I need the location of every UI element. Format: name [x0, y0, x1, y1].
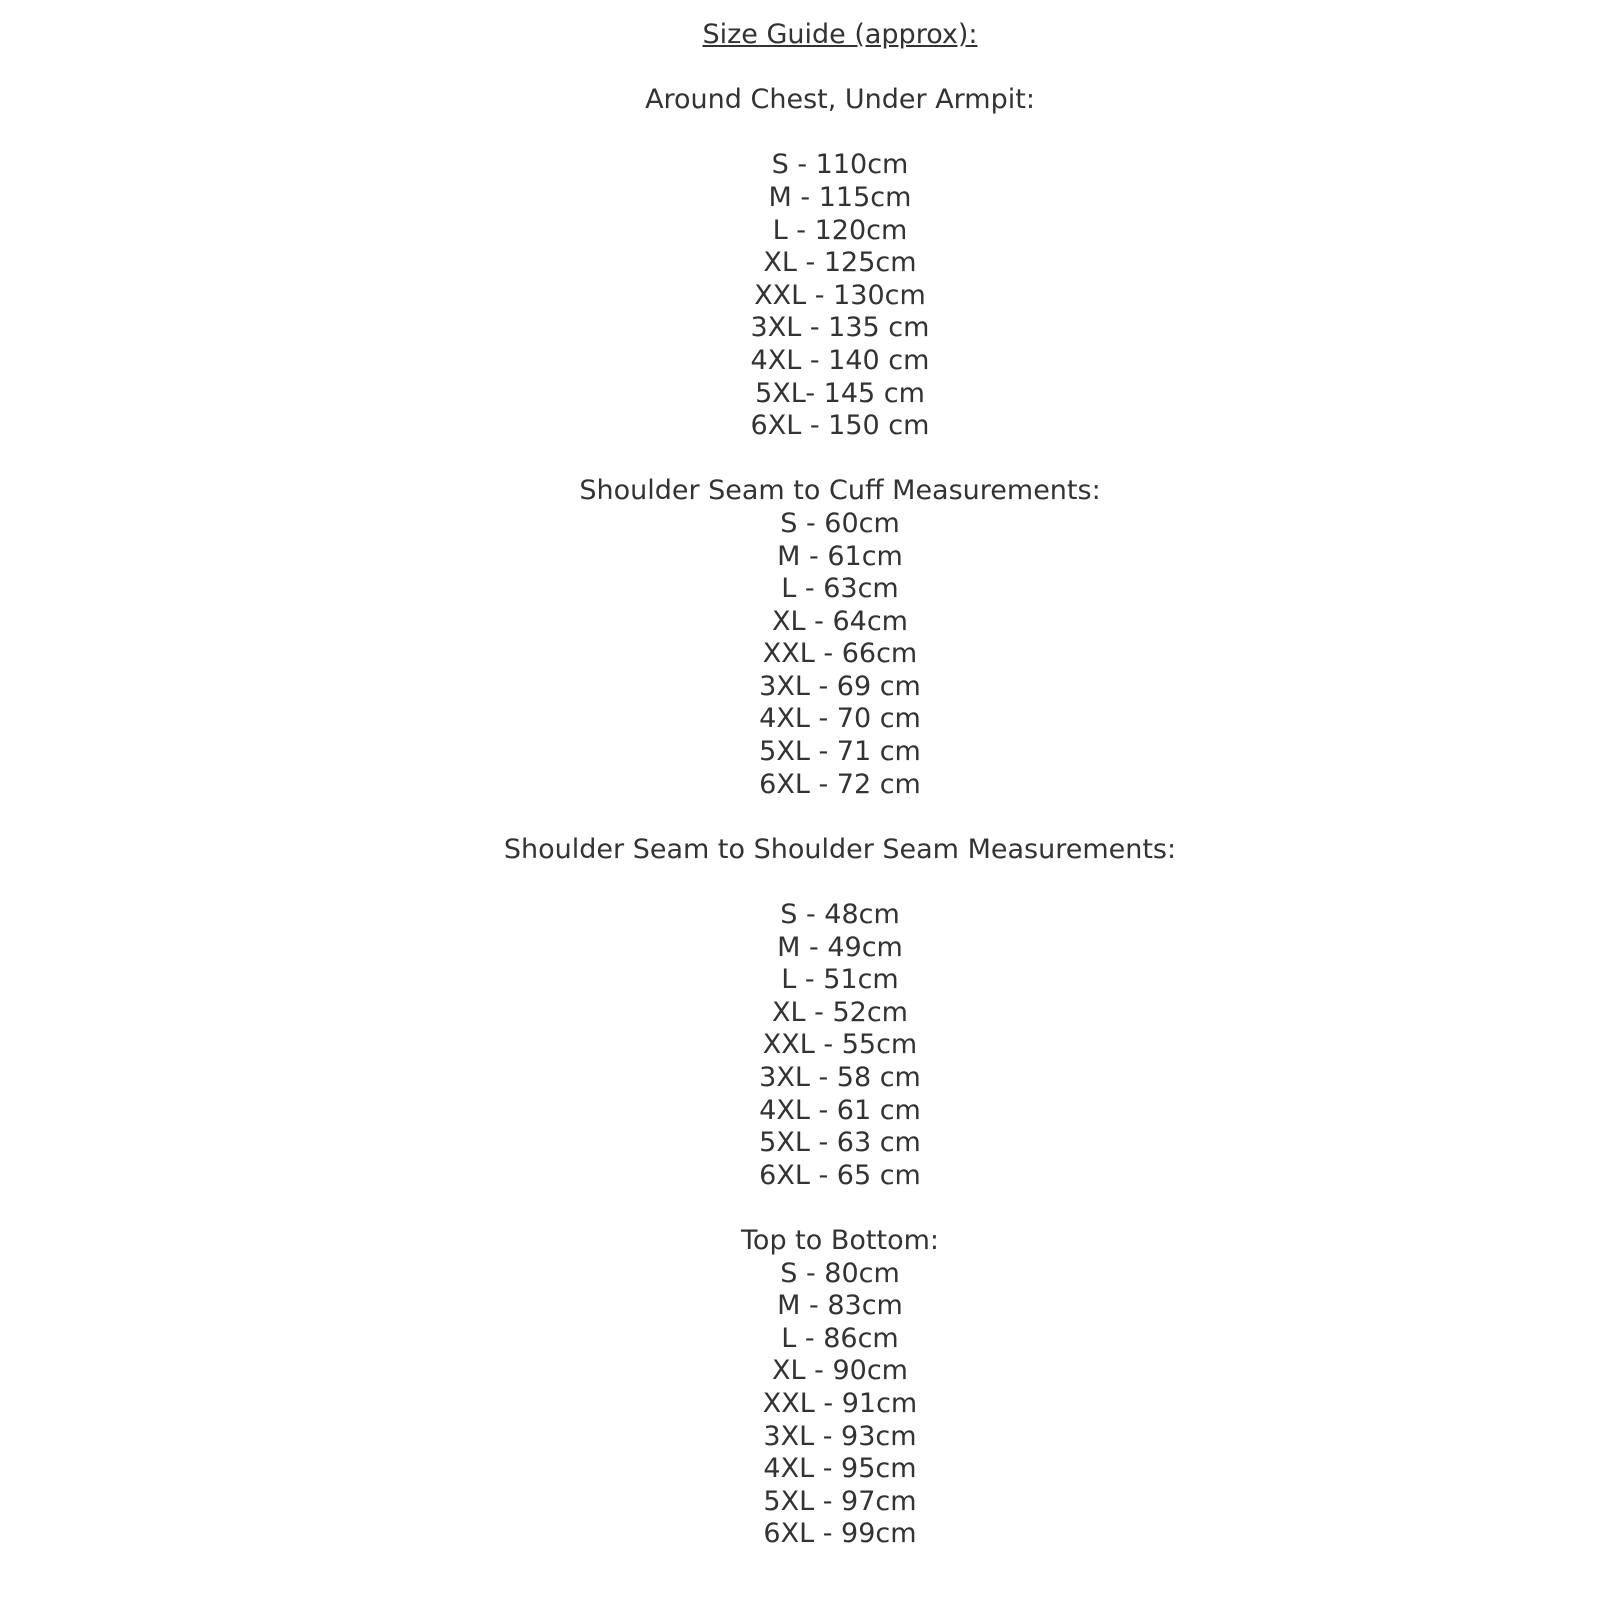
size-row: XXL - 55cm: [762, 1029, 918, 1061]
size-row: XL - 64cm: [772, 605, 908, 637]
size-row: 4XL - 70 cm: [759, 703, 921, 735]
section-heading-seam-to-cuff: Shoulder Seam to Cuff Measurements:: [579, 475, 1101, 507]
size-row: M - 83cm: [777, 1290, 903, 1322]
section-heading-top-to-bottom: Top to Bottom:: [741, 1224, 939, 1256]
size-row: XXL - 66cm: [762, 638, 918, 670]
size-row: S - 80cm: [780, 1257, 900, 1289]
size-row: L - 86cm: [781, 1322, 899, 1354]
size-row: XL - 90cm: [772, 1355, 908, 1387]
size-row: 6XL - 65 cm: [759, 1159, 921, 1191]
size-row: XL - 52cm: [772, 996, 908, 1028]
size-row: L - 120cm: [772, 214, 908, 246]
size-row: M - 61cm: [777, 540, 903, 572]
size-row: XXL - 130cm: [754, 279, 926, 311]
size-guide-title: Size Guide (approx):: [702, 19, 978, 50]
size-row: 4XL - 61 cm: [759, 1094, 921, 1126]
size-row: XXL - 91cm: [762, 1387, 918, 1419]
size-row: S - 110cm: [771, 149, 909, 181]
size-row: 6XL - 99cm: [763, 1518, 917, 1550]
size-row: 5XL - 97cm: [763, 1485, 917, 1517]
size-row: 3XL - 135 cm: [750, 312, 930, 344]
size-row: L - 51cm: [781, 964, 899, 996]
size-row: 4XL - 95cm: [763, 1453, 917, 1485]
size-row: 5XL- 145 cm: [755, 377, 925, 409]
size-row: 5XL - 71 cm: [759, 736, 921, 768]
size-row: S - 60cm: [780, 507, 900, 539]
size-row: 4XL - 140 cm: [750, 344, 930, 376]
size-row: 3XL - 69 cm: [759, 670, 921, 702]
section-heading-around-chest: Around Chest, Under Armpit:: [645, 84, 1035, 116]
size-row: 3XL - 58 cm: [759, 1062, 921, 1093]
size-row: 6XL - 72 cm: [759, 768, 921, 800]
size-row: L - 63cm: [781, 573, 899, 605]
size-row: 6XL - 150 cm: [750, 410, 930, 442]
section-heading-seam-to-seam: Shoulder Seam to Shoulder Seam Measurements:: [503, 833, 1177, 865]
size-row: 3XL - 93cm: [763, 1420, 917, 1452]
size-row: 5XL - 63 cm: [759, 1127, 921, 1159]
size-row: S - 48cm: [780, 899, 900, 931]
size-row: M - 115cm: [768, 181, 912, 213]
size-row: M - 49cm: [777, 931, 903, 963]
size-row: XL - 125cm: [763, 247, 917, 279]
